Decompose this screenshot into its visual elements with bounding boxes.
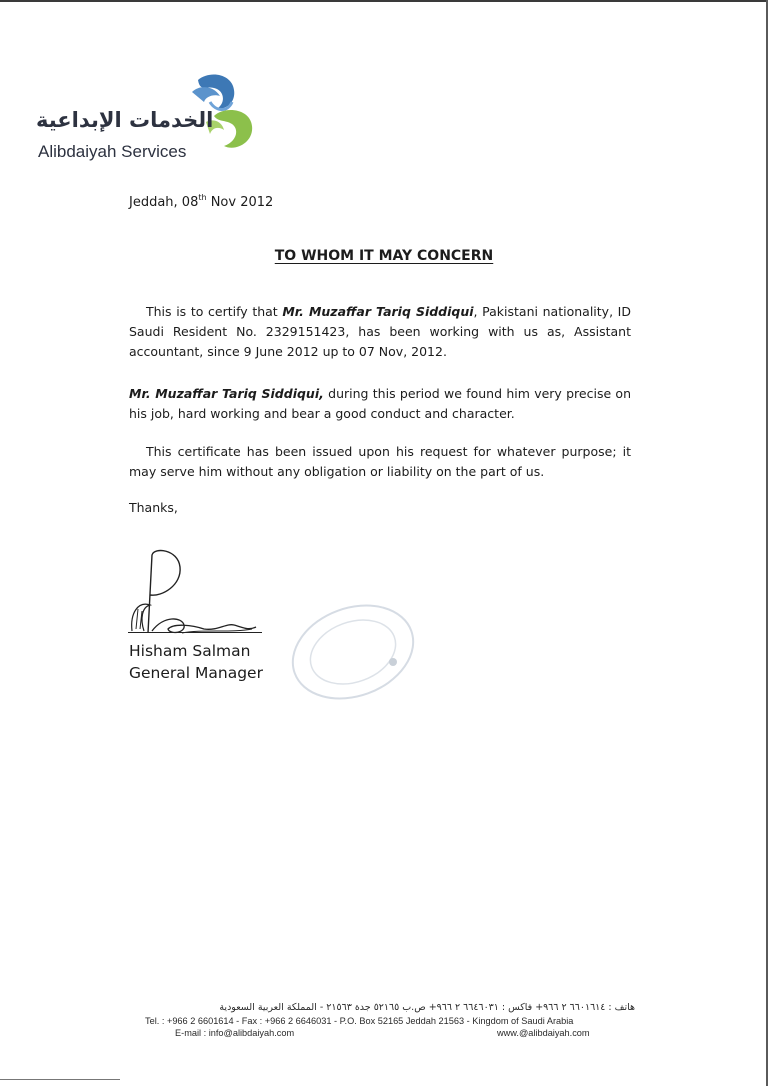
paragraph-certification: This is to certify that Mr. Muzaffar Tariq Siddiqui, Pakistani nationality, ID Saudi Resident No. 2329151423, has been working with us as, Assistant accountant, since 9 June 2012 up to 07 Nov, 2012. (129, 304, 631, 359)
signer-title: General Manager (129, 664, 263, 682)
letter-date: Jeddah, 08th Nov 2012 (129, 193, 274, 210)
footer-email: E-mail : info@alibdaiyah.com (175, 1028, 295, 1038)
company-name-arabic: الخدمات الإبداعية (36, 108, 214, 132)
paragraph-purpose: This certificate has been issued upon his request for whatever purpose; it may serve him without any obligation or liability on the part of us. (129, 444, 631, 479)
footer-contact-line: Tel. : +966 2 6601614 - Fax : +966 2 6646031 - P.O. Box 52165 Jeddah 21563 - Kingdom of Saudi Arabia (145, 1016, 574, 1026)
letter-subject: TO WHOM IT MAY CONCERN (274, 248, 494, 264)
closing-text: Thanks, (129, 500, 178, 515)
handwritten-signature (122, 545, 272, 640)
page-top-edge (0, 0, 768, 2)
footer-website: www.@alibdaiyah.com (497, 1028, 590, 1038)
faded-company-stamp (275, 600, 425, 710)
company-name-english: Alibdaiyah Services (38, 142, 187, 161)
footer-arabic-contact: هاتف : ٦٦٠١٦١٤ ٢ ٩٦٦+ فاكس : ٦٦٤٦٠٣١ ٢ ٩٦٦+ ص.ب ٥٢١٦٥ جدة ٢١٥٦٣ - المملكة العربية السعودية (219, 1002, 635, 1013)
signer-name: Hisham Salman (129, 642, 251, 660)
bottom-edge-rule (0, 1079, 120, 1080)
signature-line (128, 632, 262, 633)
paragraph-conduct: Mr. Muzaffar Tariq Siddiqui, during this period we found him very precise on his job, hard working and bear a good conduct and character. (129, 386, 632, 421)
company-logo (30, 70, 280, 170)
